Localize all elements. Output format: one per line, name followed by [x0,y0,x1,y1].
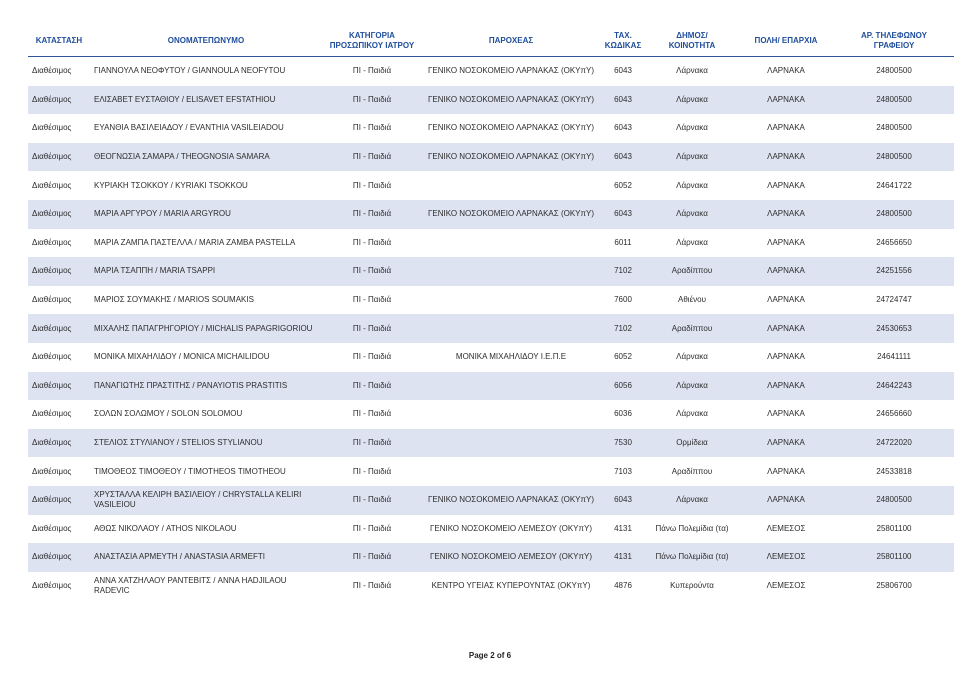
status-cell: Διαθέσιμος [32,580,72,590]
provider-cell: ΓΕΝΙΚΟ ΝΟΣΟΚΟΜΕΙΟ ΛΑΡΝΑΚΑΣ (ΟΚΥπΥ) [427,123,595,133]
postal-code-cell: 4131 [614,523,632,533]
city-cell: ΛΑΡΝΑΚΑ [738,143,834,172]
city-cell: ΛΕΜΕΣΟΣ [766,580,806,590]
header-name: ΟΝΟΜΑΤΕΠΩΝΥΜΟ [90,26,322,57]
category-cell: ΠΙ - Παιδιά [352,123,392,133]
table-row [28,257,954,286]
provider-cell: ΓΕΝΙΚΟ ΝΟΣΟΚΟΜΕΙΟ ΛΕΜΕΣΟΥ (ΟΚΥπΥ) [422,543,600,572]
municipality-cell: Αθιένου [678,295,706,305]
provider-cell [422,286,600,315]
postal-code-cell: 4876 [614,580,632,590]
provider-cell: ΓΕΝΙΚΟ ΝΟΣΟΚΟΜΕΙΟ ΛΕΜΕΣΟΥ (ΟΚΥπΥ) [429,523,593,533]
postal-code-cell: 6043 [600,143,646,172]
municipality-cell: Ορμίδεια [646,429,738,458]
city-cell: ΛΑΡΝΑΚΑ [767,466,805,476]
name-cell: ΜΑΡΙΑ ΤΣΑΠΠΗ / MARIA TSAPPI [90,257,322,286]
table-row [28,400,954,429]
city-cell: ΛΑΡΝΑΚΑ [767,123,805,133]
city-cell: ΛΑΡΝΑΚΑ [738,314,834,343]
header-city: ΠΟΛΗ/ ΕΠΑΡΧΙΑ [738,26,834,57]
provider-cell: ΓΕΝΙΚΟ ΝΟΣΟΚΟΜΕΙΟ ΛΑΡΝΑΚΑΣ (ΟΚΥπΥ) [427,66,595,76]
phone-cell: 24800500 [876,66,912,76]
status-cell: Διαθέσιμος [32,123,72,133]
postal-code-cell: 4131 [600,543,646,572]
provider-cell: ΜΟΝΙΚΑ ΜΙΧΑΗΛΙΔΟΥ Ι.Ε.Π.Ε [455,352,567,362]
category-cell: ΠΙ - Παιδιά [352,466,392,476]
name-cell: ΑΝΑΣΤΑΣΙΑ ΑΡΜΕΥΤΗ / ANASTASIA ARMEFTI [90,543,322,572]
provider-cell [422,314,600,343]
name-cell: ΕΛΙΣΑΒΕΤ ΕΥΣΤΑΘΙΟΥ / ELISAVET EFSTATHIOU [90,86,322,115]
table-row [28,457,954,486]
provider-cell: ΓΕΝΙΚΟ ΝΟΣΟΚΟΜΕΙΟ ΛΑΡΝΑΚΑΣ (ΟΚΥπΥ) [422,86,600,115]
category-cell: ΠΙ - Παιδιά [322,486,422,515]
category-cell: ΠΙ - Παιδιά [352,237,392,247]
postal-code-cell: 6056 [600,372,646,401]
postal-code-cell: 7103 [614,466,632,476]
phone-cell: 24722020 [834,429,954,458]
city-cell: ΛΑΡΝΑΚΑ [767,352,805,362]
header-postal-code: ΤΑΧ. ΚΩΔΙΚΑΣ [600,26,646,57]
city-cell: ΛΕΜΕΣΟΣ [738,543,834,572]
provider-cell: ΓΕΝΙΚΟ ΝΟΣΟΚΟΜΕΙΟ ΛΑΡΝΑΚΑΣ (ΟΚΥπΥ) [422,143,600,172]
postal-code-cell: 7600 [614,295,632,305]
phone-cell: 25801100 [876,523,912,533]
phone-cell: 24530653 [834,314,954,343]
postal-code-cell: 7102 [600,257,646,286]
provider-cell [422,372,600,401]
postal-code-cell: 7530 [600,429,646,458]
city-cell: ΛΑΡΝΑΚΑ [767,66,805,76]
name-cell: ΜΙΧΑΛΗΣ ΠΑΠΑΓΡΗΓΟΡΙΟΥ / MICHALIS PAPAGRIGORIOU [90,314,322,343]
phone-cell: 24724747 [876,295,912,305]
table-row [28,286,954,315]
status-cell: Διαθέσιμος [32,409,72,419]
municipality-cell: Λάρνακα [646,86,738,115]
phone-cell: 24656650 [876,237,912,247]
table-row [28,572,954,601]
municipality-cell: Λάρνακα [676,66,708,76]
name-cell: ΤΙΜΟΘΕΟΣ ΤΙΜΟΘΕΟΥ / TIMOTHEOS TIMOTHEOU [94,466,286,476]
municipality-cell: Λάρνακα [646,143,738,172]
municipality-cell: Αραδίππου [671,466,713,476]
municipality-cell: Πάνω Πολεμίδια (τα) [646,543,738,572]
table-row [28,372,954,401]
phone-cell: 25806700 [876,580,912,590]
postal-code-cell: 6043 [614,66,632,76]
postal-code-cell: 6011 [614,237,632,247]
status-cell: Διαθέσιμος [28,543,90,572]
name-cell: ΣΤΕΛΙΟΣ ΣΤΥΛΙΑΝΟΥ / STELIOS STYLIANOU [90,429,322,458]
municipality-cell: Αραδίππου [646,314,738,343]
status-cell: Διαθέσιμος [28,314,90,343]
postal-code-cell: 6052 [614,352,632,362]
category-cell: ΠΙ - Παιδιά [352,352,392,362]
name-cell: ΜΑΡΙΑ ΖΑΜΠΑ ΠΑΣΤΕΛΛΑ / MARIA ZAMBA PASTELLA [94,237,296,247]
postal-code-cell: 6043 [614,123,632,133]
table-header-row [28,26,954,57]
table-row [28,171,954,200]
status-cell: Διαθέσιμος [32,180,72,190]
municipality-cell: Πάνω Πολεμίδια (τα) [655,523,729,533]
page-number: Page 2 of 6 [468,651,512,660]
municipality-cell: Λάρνακα [676,180,708,190]
table-row [28,200,954,229]
name-cell: ΜΑΡΙΟΣ ΣΟΥΜΑΚΗΣ / MARIOS SOUMAKIS [94,295,254,305]
table-row [28,229,954,258]
status-cell: Διαθέσιμος [32,66,72,76]
table-row [28,314,954,343]
name-cell: ΑΝΝΑ ΧΑΤΖΗΛΑΟΥ ΡΑΝΤΕΒΙΤΣ / ANNA HADJILAOU RADEVIC [94,575,287,595]
postal-code-cell: 6043 [600,86,646,115]
city-cell: ΛΑΡΝΑΚΑ [767,237,805,247]
table-row [28,143,954,172]
postal-code-cell: 6043 [600,486,646,515]
status-cell: Διαθέσιμος [28,257,90,286]
phone-cell: 24800500 [834,86,954,115]
provider-cell [422,171,600,200]
status-cell: Διαθέσιμος [32,295,72,305]
header-phone: ΑΡ. ΤΗΛΕΦΩΝΟΥ ΓΡΑΦΕΙΟΥ [834,26,954,57]
table-row [28,114,954,143]
category-cell: ΠΙ - Παιδιά [322,86,422,115]
municipality-cell: Λάρνακα [676,409,708,419]
table-row [28,343,954,372]
postal-code-cell: 6043 [600,200,646,229]
municipality-cell: Λάρνακα [676,352,708,362]
phone-cell: 24533818 [876,466,912,476]
name-cell: ΠΑΝΑΓΙΩΤΗΣ ΠΡΑΣΤΙΤΗΣ / PANAYIOTIS PRASTITIS [90,372,322,401]
phone-cell: 24251556 [834,257,954,286]
provider-cell [422,400,600,429]
provider-cell [422,257,600,286]
municipality-cell: Λάρνακα [646,372,738,401]
phone-cell: 24800500 [834,200,954,229]
category-cell: ΠΙ - Παιδιά [322,257,422,286]
status-cell: Διαθέσιμος [28,143,90,172]
category-cell: ΠΙ - Παιδιά [352,66,392,76]
name-cell: ΕΥΑΝΘΙΑ ΒΑΣΙΛΕΙΑΔΟΥ / EVANTHIA VASILEIADOU [94,123,284,133]
city-cell: ΛΕΜΕΣΟΣ [766,523,806,533]
city-cell: ΛΑΡΝΑΚΑ [767,295,805,305]
category-cell: ΠΙ - Παιδιά [322,200,422,229]
provider-cell [422,457,600,486]
city-cell: ΛΑΡΝΑΚΑ [738,257,834,286]
category-cell: ΠΙ - Παιδιά [352,295,392,305]
name-cell: ΜΑΡΙΑ ΑΡΓΥΡΟΥ / MARIA ARGYROU [90,200,322,229]
table-row [28,543,954,572]
postal-code-cell: 7102 [600,314,646,343]
municipality-cell: Λάρνακα [676,237,708,247]
status-cell: Διαθέσιμος [32,352,72,362]
status-cell: Διαθέσιμος [28,200,90,229]
provider-cell [422,429,600,458]
phone-cell: 24642243 [834,372,954,401]
table-row [28,429,954,458]
provider-cell: ΓΕΝΙΚΟ ΝΟΣΟΚΟΜΕΙΟ ΛΑΡΝΑΚΑΣ (ΟΚΥπΥ) [422,486,600,515]
phone-cell: 24641111 [877,352,911,362]
category-cell: ΠΙ - Παιδιά [322,543,422,572]
provider-cell [422,229,600,258]
municipality-cell: Λάρνακα [646,200,738,229]
city-cell: ΛΑΡΝΑΚΑ [738,429,834,458]
city-cell: ΛΑΡΝΑΚΑ [738,486,834,515]
header-municipality: ΔΗΜΟΣ/ ΚΟΙΝΟΤΗΤΑ [646,26,738,57]
category-cell: ΠΙ - Παιδιά [352,580,392,590]
header-status: ΚΑΤΑΣΤΑΣΗ [28,26,90,57]
status-cell: Διαθέσιμος [28,86,90,115]
provider-cell: ΚΕΝΤΡΟ ΥΓΕΙΑΣ ΚΥΠΕΡΟΥΝΤΑΣ (ΟΚΥπΥ) [431,580,591,590]
municipality-cell: Λάρνακα [646,486,738,515]
status-cell: Διαθέσιμος [32,523,72,533]
postal-code-cell: 6036 [614,409,632,419]
municipality-cell: Λάρνακα [676,123,708,133]
table-row [28,486,954,515]
city-cell: ΛΑΡΝΑΚΑ [767,180,805,190]
category-cell: ΠΙ - Παιδιά [352,180,392,190]
postal-code-cell: 6052 [614,180,632,190]
doctors-table [28,26,954,600]
header-provider: ΠΑΡΟΧΕΑΣ [422,26,600,57]
name-cell: ΧΡΥΣΤΑΛΛΑ ΚΕΛΙΡΗ ΒΑΣΙΛΕΙΟΥ / CHRYSTALLA KELIRI VASILEIOU [90,486,322,515]
status-cell: Διαθέσιμος [32,466,72,476]
category-cell: ΠΙ - Παιδιά [322,314,422,343]
category-cell: ΠΙ - Παιδιά [352,523,392,533]
status-cell: Διαθέσιμος [32,237,72,247]
name-cell: ΘΕΟΓΝΩΣΙΑ ΣΑΜΑΡΑ / THEOGNOSIA SAMARA [90,143,322,172]
name-cell: ΚΥΡΙΑΚΗ ΤΣΟΚΚΟΥ / KYRIAKI TSOKKOU [94,180,248,190]
status-cell: Διαθέσιμος [28,372,90,401]
phone-cell: 24656660 [876,409,912,419]
status-cell: Διαθέσιμος [28,486,90,515]
city-cell: ΛΑΡΝΑΚΑ [738,200,834,229]
city-cell: ΛΑΡΝΑΚΑ [738,372,834,401]
municipality-cell: Αραδίππου [646,257,738,286]
category-cell: ΠΙ - Παιδιά [352,409,392,419]
name-cell: ΑΘΩΣ ΝΙΚΟΛΑΟΥ / ATHOS NIKOLAOU [94,523,237,533]
table-row [28,515,954,544]
header-category: ΚΑΤΗΓΟΡΙΑ ΠΡΟΣΩΠΙΚΟΥ ΙΑΤΡΟΥ [322,26,422,57]
phone-cell: 24641722 [876,180,912,190]
table-row [28,86,954,115]
city-cell: ΛΑΡΝΑΚΑ [767,409,805,419]
table-row [28,57,954,86]
phone-cell: 24800500 [834,486,954,515]
category-cell: ΠΙ - Παιδιά [322,372,422,401]
phone-cell: 24800500 [876,123,912,133]
provider-cell: ΓΕΝΙΚΟ ΝΟΣΟΚΟΜΕΙΟ ΛΑΡΝΑΚΑΣ (ΟΚΥπΥ) [422,200,600,229]
category-cell: ΠΙ - Παιδιά [322,143,422,172]
city-cell: ΛΑΡΝΑΚΑ [738,86,834,115]
status-cell: Διαθέσιμος [28,429,90,458]
phone-cell: 24800500 [834,143,954,172]
municipality-cell: Κυπερούντα [670,580,714,590]
name-cell: ΣΟΛΩΝ ΣΟΛΩΜΟΥ / SOLON SOLOMOU [94,409,243,419]
name-cell: ΜΟΝΙΚΑ ΜΙΧΑΗΛΙΔΟΥ / MONICA MICHAILIDOU [94,352,270,362]
category-cell: ΠΙ - Παιδιά [322,429,422,458]
phone-cell: 25801100 [834,543,954,572]
name-cell: ΓΙΑΝΝΟΥΛΑ ΝΕΟΦΥΤΟΥ / GIANNOULA NEOFYTOU [94,66,286,76]
